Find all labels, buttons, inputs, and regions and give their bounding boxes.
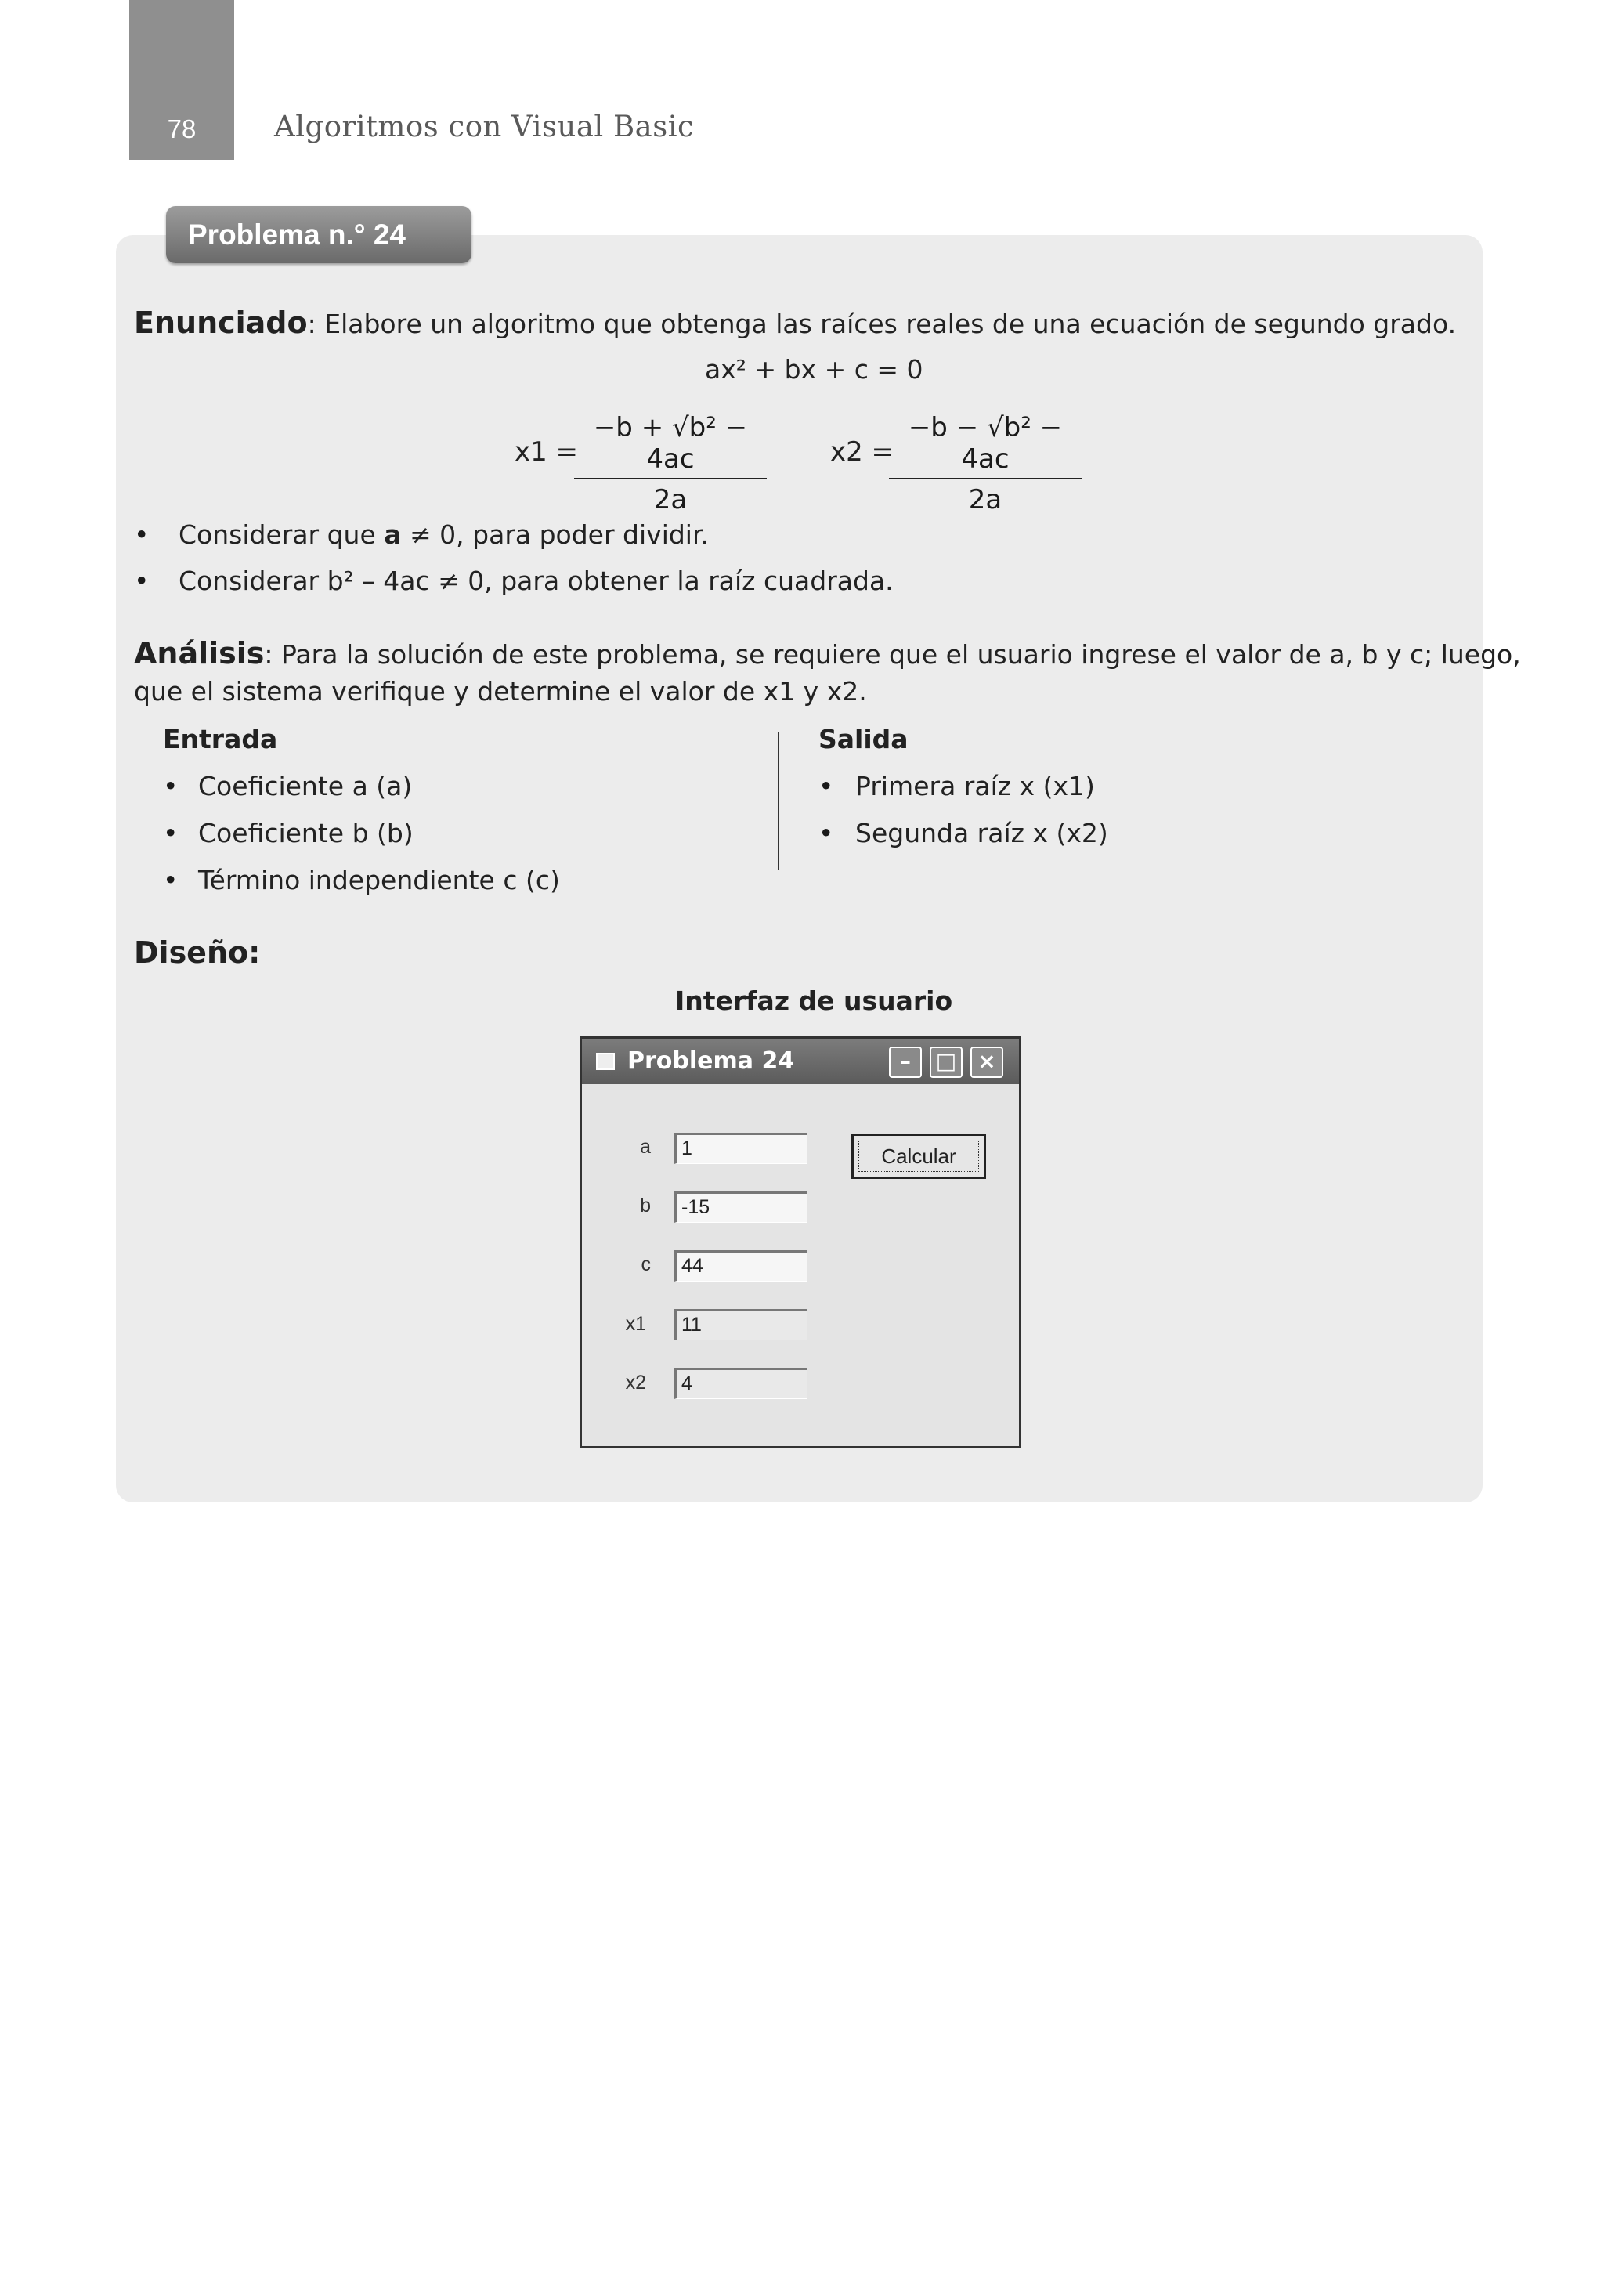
maximize-icon[interactable]: □ bbox=[930, 1047, 963, 1078]
x2-numerator: −b − √b² − 4ac bbox=[889, 412, 1082, 479]
label-b: b bbox=[640, 1195, 651, 1217]
calcular-button-label: Calcular bbox=[858, 1141, 979, 1172]
page-number: 78 bbox=[167, 114, 197, 143]
output-heading: Salida bbox=[818, 724, 909, 754]
x1-lhs: x1 = bbox=[515, 436, 579, 468]
statement-text: : Elabore un algoritmo que obtenga las raíces reales de una ecuación de segundo grado. bbox=[307, 309, 1457, 339]
column-divider bbox=[778, 732, 779, 870]
label-c: c bbox=[641, 1253, 651, 1275]
list-item: • bbox=[163, 865, 179, 895]
window-titlebar[interactable] bbox=[582, 1039, 1019, 1084]
analysis bbox=[134, 636, 1521, 671]
label-x1: x1 bbox=[625, 1313, 646, 1335]
list-item: • bbox=[163, 818, 179, 848]
x1-numerator: −b + √b² − 4ac bbox=[574, 412, 767, 479]
x2-formula bbox=[889, 412, 1082, 515]
statement-label: Enunciado bbox=[134, 306, 308, 340]
problem-badge: Problema n.° 24 bbox=[166, 206, 471, 263]
field-x2[interactable]: 4 bbox=[674, 1368, 807, 1399]
condition-item: • bbox=[134, 566, 150, 596]
quadratic-equation: ax² + bx + c = 0 bbox=[705, 354, 923, 385]
running-title: Algoritmos con Visual Basic bbox=[274, 110, 695, 143]
calcular-button[interactable] bbox=[851, 1134, 986, 1179]
condition-item: • bbox=[134, 519, 150, 550]
field-a[interactable]: 1 bbox=[674, 1133, 807, 1164]
design-label: Diseño: bbox=[134, 935, 261, 970]
analysis-label: Análisis bbox=[134, 636, 265, 671]
field-b[interactable]: -15 bbox=[674, 1191, 807, 1223]
condition-item: Considerar que a ≠ 0, para poder dividir. bbox=[179, 519, 710, 550]
label-a: a bbox=[640, 1136, 651, 1158]
list-item: • bbox=[163, 771, 179, 801]
ui-caption: Interfaz de usuario bbox=[675, 985, 953, 1016]
window-app-icon bbox=[596, 1053, 615, 1070]
x1-formula bbox=[574, 412, 767, 515]
minimize-icon[interactable]: – bbox=[889, 1047, 922, 1078]
window-title: Problema 24 bbox=[627, 1047, 795, 1075]
input-heading: Entrada bbox=[163, 724, 278, 754]
app-window bbox=[580, 1036, 1021, 1448]
label-x2: x2 bbox=[625, 1372, 646, 1394]
input-item: Término independiente c (c) bbox=[198, 865, 560, 895]
list-item: • bbox=[818, 771, 834, 801]
x2-denominator: 2a bbox=[968, 484, 1002, 515]
condition-item: Considerar b² – 4ac ≠ 0, para obtener la raíz cuadrada. bbox=[179, 566, 894, 596]
field-x1[interactable]: 11 bbox=[674, 1309, 807, 1340]
close-icon[interactable]: × bbox=[970, 1047, 1003, 1078]
x2-lhs: x2 = bbox=[830, 436, 894, 468]
input-item: Coeficiente b (b) bbox=[198, 818, 414, 848]
analysis-line2: que el sistema verifique y determine el valor de x1 y x2. bbox=[134, 676, 867, 707]
input-item: Coeficiente a (a) bbox=[198, 771, 413, 801]
statement bbox=[134, 306, 1456, 340]
analysis-line1: : Para la solución de este problema, se requiere que el usuario ingrese el valor de a, b y c; luego, bbox=[264, 639, 1521, 670]
output-item: Primera raíz x (x1) bbox=[855, 771, 1095, 801]
x1-denominator: 2a bbox=[653, 484, 688, 515]
list-item: • bbox=[818, 818, 834, 848]
field-c[interactable]: 44 bbox=[674, 1250, 807, 1282]
output-item: Segunda raíz x (x2) bbox=[855, 818, 1108, 848]
